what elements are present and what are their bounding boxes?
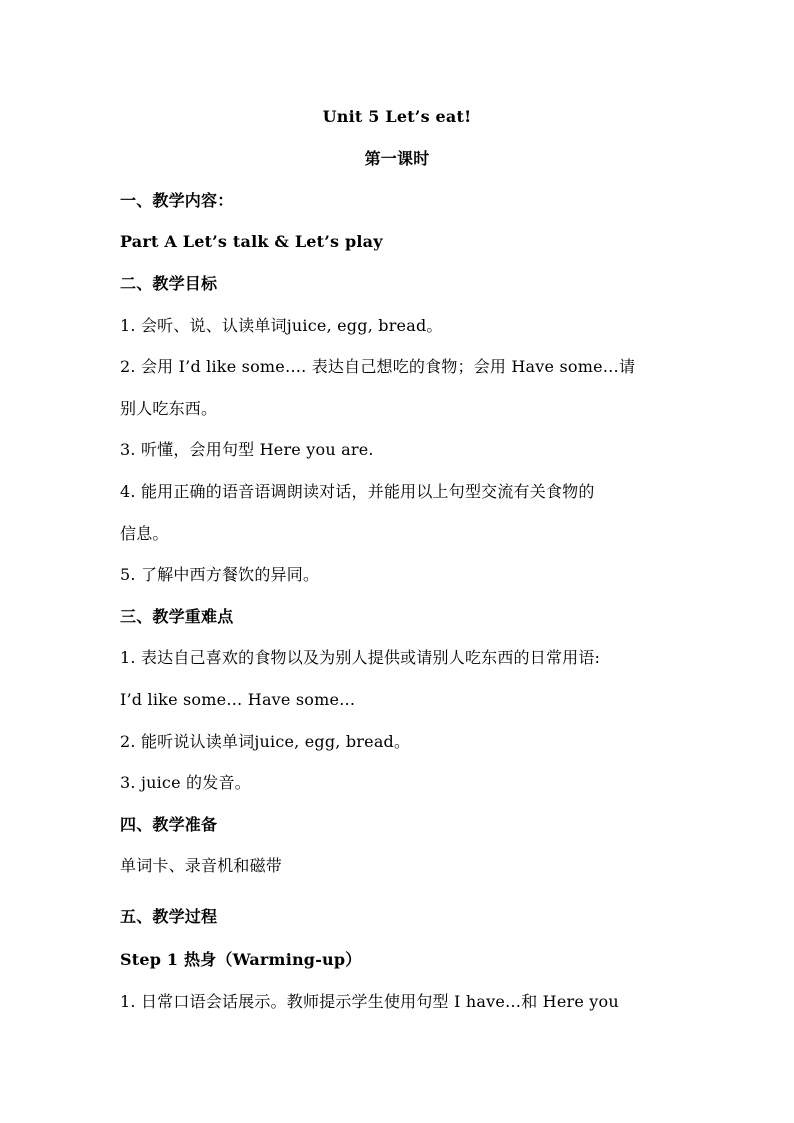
key-point-line: I’d like some… Have some… [120,690,356,709]
key-point-line: 2. 能听说认读单词juice, egg, bread。 [120,732,411,751]
step-heading: Step 1 热身（Warming-up） [120,950,362,969]
objective-line: 4. 能用正确的语音语调朗读对话，并能用以上句型交流有关食物的 [120,482,595,501]
objective-line: 3. 听懂，会用句型 Here you are. [120,440,374,459]
objective-line: 信息。 [120,524,169,543]
objective-line: 2. 会用 I’d like some…. 表达自己想吃的食物；会用 Have some…请 [120,357,636,376]
section-heading-key-points: 三、教学重难点 [120,607,234,626]
preparation-line: 单词卡、录音机和磁带 [120,856,283,875]
objective-line: 别人吃东西。 [120,399,218,418]
lesson-subtitle: 第一课时 [364,149,430,168]
section-heading-content: 一、教学内容： [120,191,234,210]
unit-title: Unit 5 Let’s eat! [322,107,472,126]
section-heading-process: 五、教学过程 [120,907,218,926]
key-point-line: 3. juice 的发音。 [120,773,251,792]
step-line: 1. 日常口语会话展示。教师提示学生使用句型 I have…和 Here you [120,992,619,1011]
objective-line: 5. 了解中西方餐饮的异同。 [120,565,320,584]
section-heading-objectives: 二、教学目标 [120,274,218,293]
objective-line: 1. 会听、说、认读单词juice, egg, bread。 [120,316,443,335]
key-point-line: 1. 表达自己喜欢的食物以及为别人提供或请别人吃东西的日常用语: [120,648,601,667]
part-a-heading: Part A Let’s talk & Let’s play [120,232,383,251]
section-heading-preparation: 四、教学准备 [120,815,218,834]
